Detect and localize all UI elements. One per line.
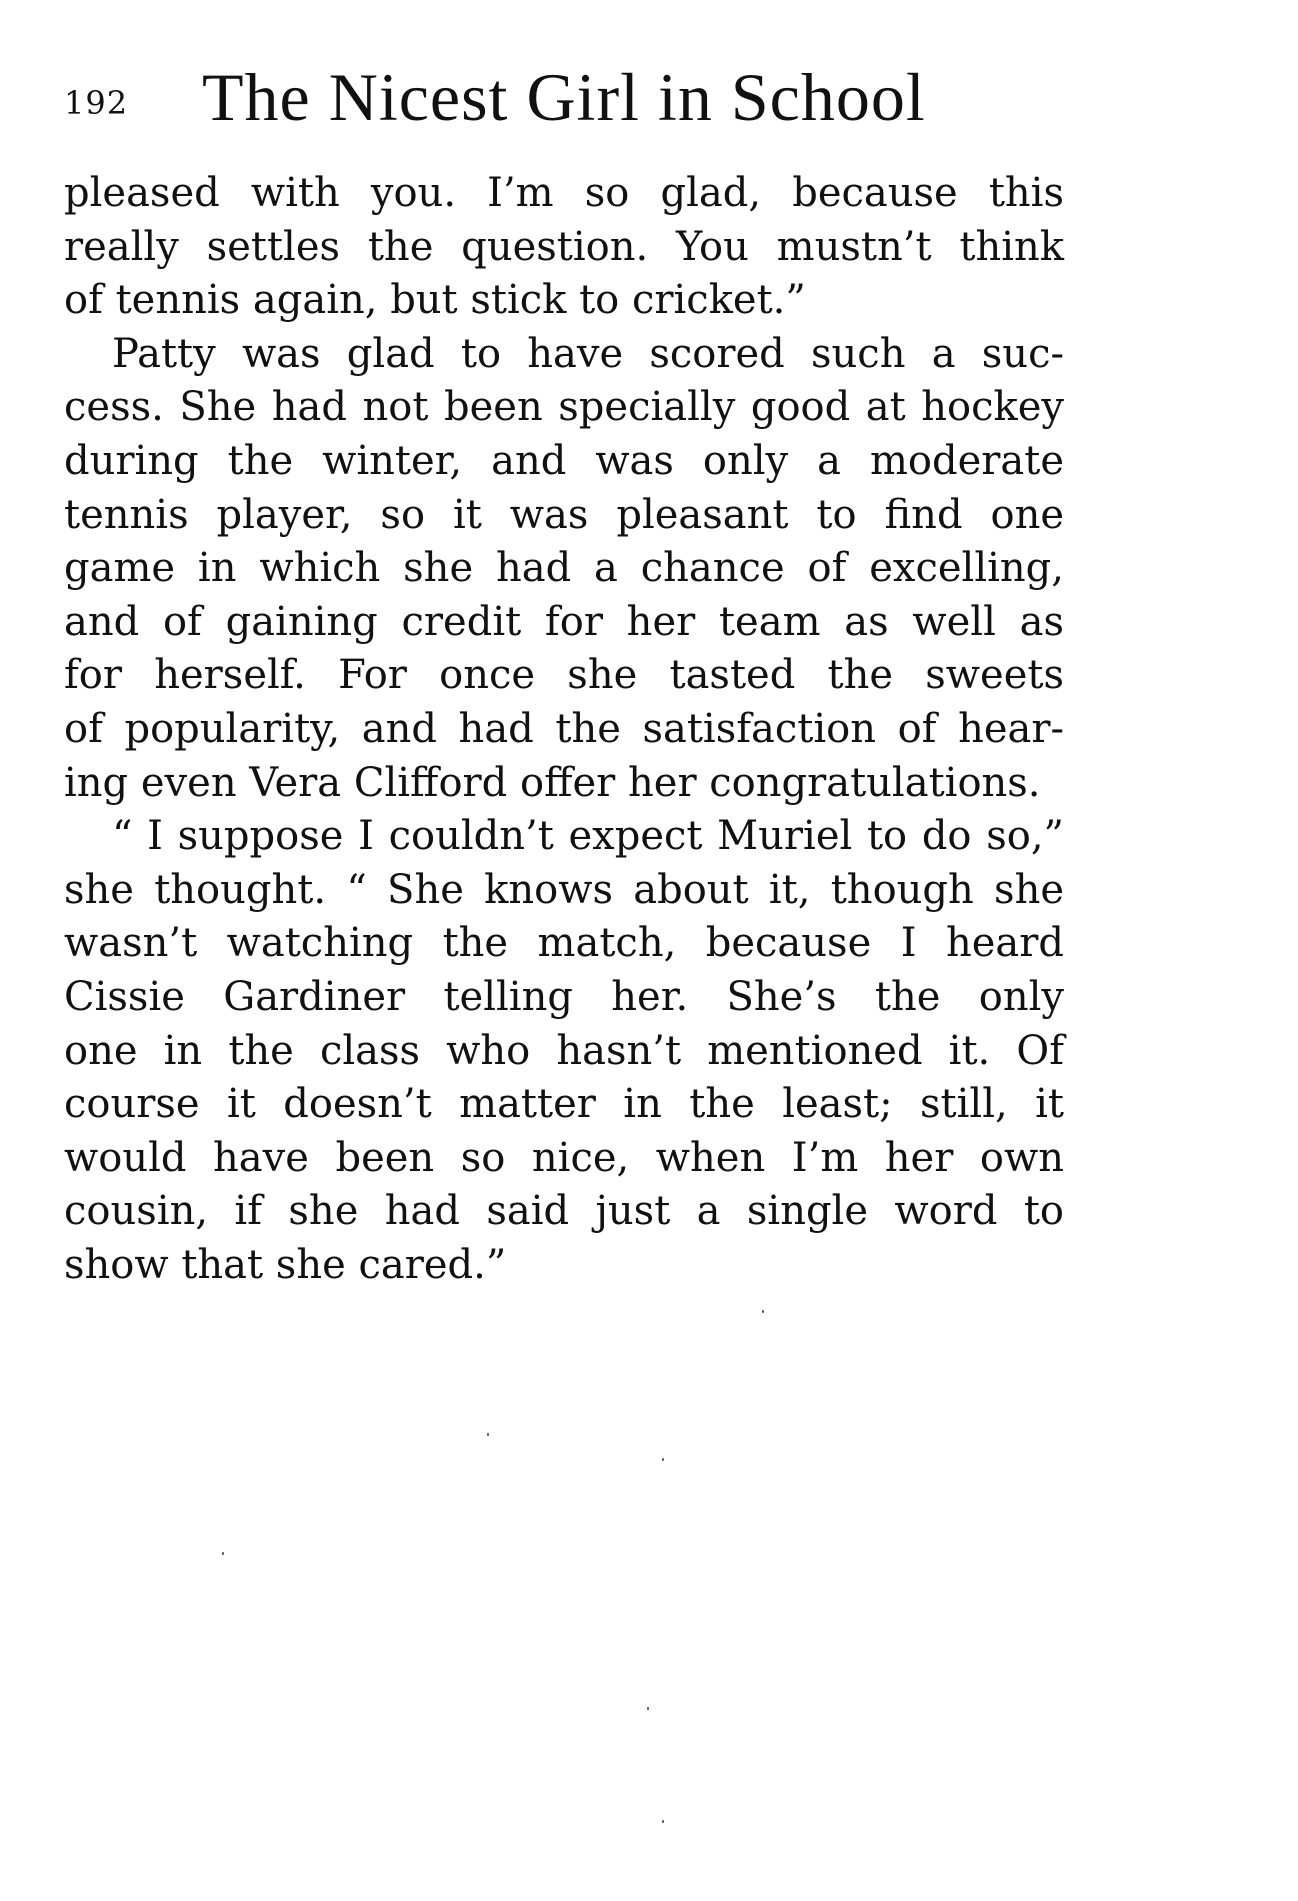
scan-speck: [647, 1707, 649, 1710]
text-line: she thought. “ She knows about it, though she: [64, 866, 1064, 913]
text-line: “ I suppose I couldn’t expect Muriel to do so,”: [112, 813, 1064, 860]
text-line: of popularity, and had the satisfaction of hear-: [64, 705, 1064, 752]
text-line: wasn’t watching the match, because I heard: [64, 920, 1064, 967]
text-line: course it doesn’t matter in the least; still, it: [64, 1081, 1064, 1128]
text-line: really settles the question. You mustn’t think: [64, 223, 1064, 270]
text-line: would have been so nice, when I’m her own: [64, 1134, 1064, 1181]
text-line: of tennis again, but stick to cricket.”: [64, 277, 806, 324]
page-header: [64, 58, 1064, 138]
text-line: and of gaining credit for her team as well as: [64, 598, 1064, 645]
text-line: Cissie Gardiner telling her. She’s the only: [64, 973, 1064, 1020]
scan-speck: [662, 1820, 664, 1823]
running-title: The Nicest Girl in School: [202, 59, 926, 135]
scan-speck: [762, 1310, 764, 1313]
text-line: cousin, if she had said just a single word to: [64, 1188, 1064, 1235]
text-line: pleased with you. I’m so glad, because this: [64, 170, 1064, 216]
scan-speck: [487, 1433, 489, 1436]
text-line: ing even Vera Clifford offer her congratulations.: [64, 759, 1041, 806]
text-line: show that she cared.”: [64, 1241, 507, 1288]
text-line: Patty was glad to have scored such a suc-: [112, 330, 1064, 377]
text-line: tennis player, so it was pleasant to find one: [64, 491, 1064, 538]
scan-speck: [662, 1458, 664, 1461]
scan-speck: [222, 1552, 224, 1555]
page-number: 192: [64, 84, 129, 122]
text-line: during the winter, and was only a moderate: [64, 437, 1064, 484]
body-text: [64, 167, 1064, 1292]
text-line: game in which she had a chance of excelling,: [64, 545, 1064, 592]
text-line: one in the class who hasn’t mentioned it. Of: [64, 1027, 1064, 1074]
text-line: for herself. For once she tasted the sweets: [64, 652, 1064, 699]
text-line: cess. She had not been specially good at hockey: [64, 384, 1064, 431]
